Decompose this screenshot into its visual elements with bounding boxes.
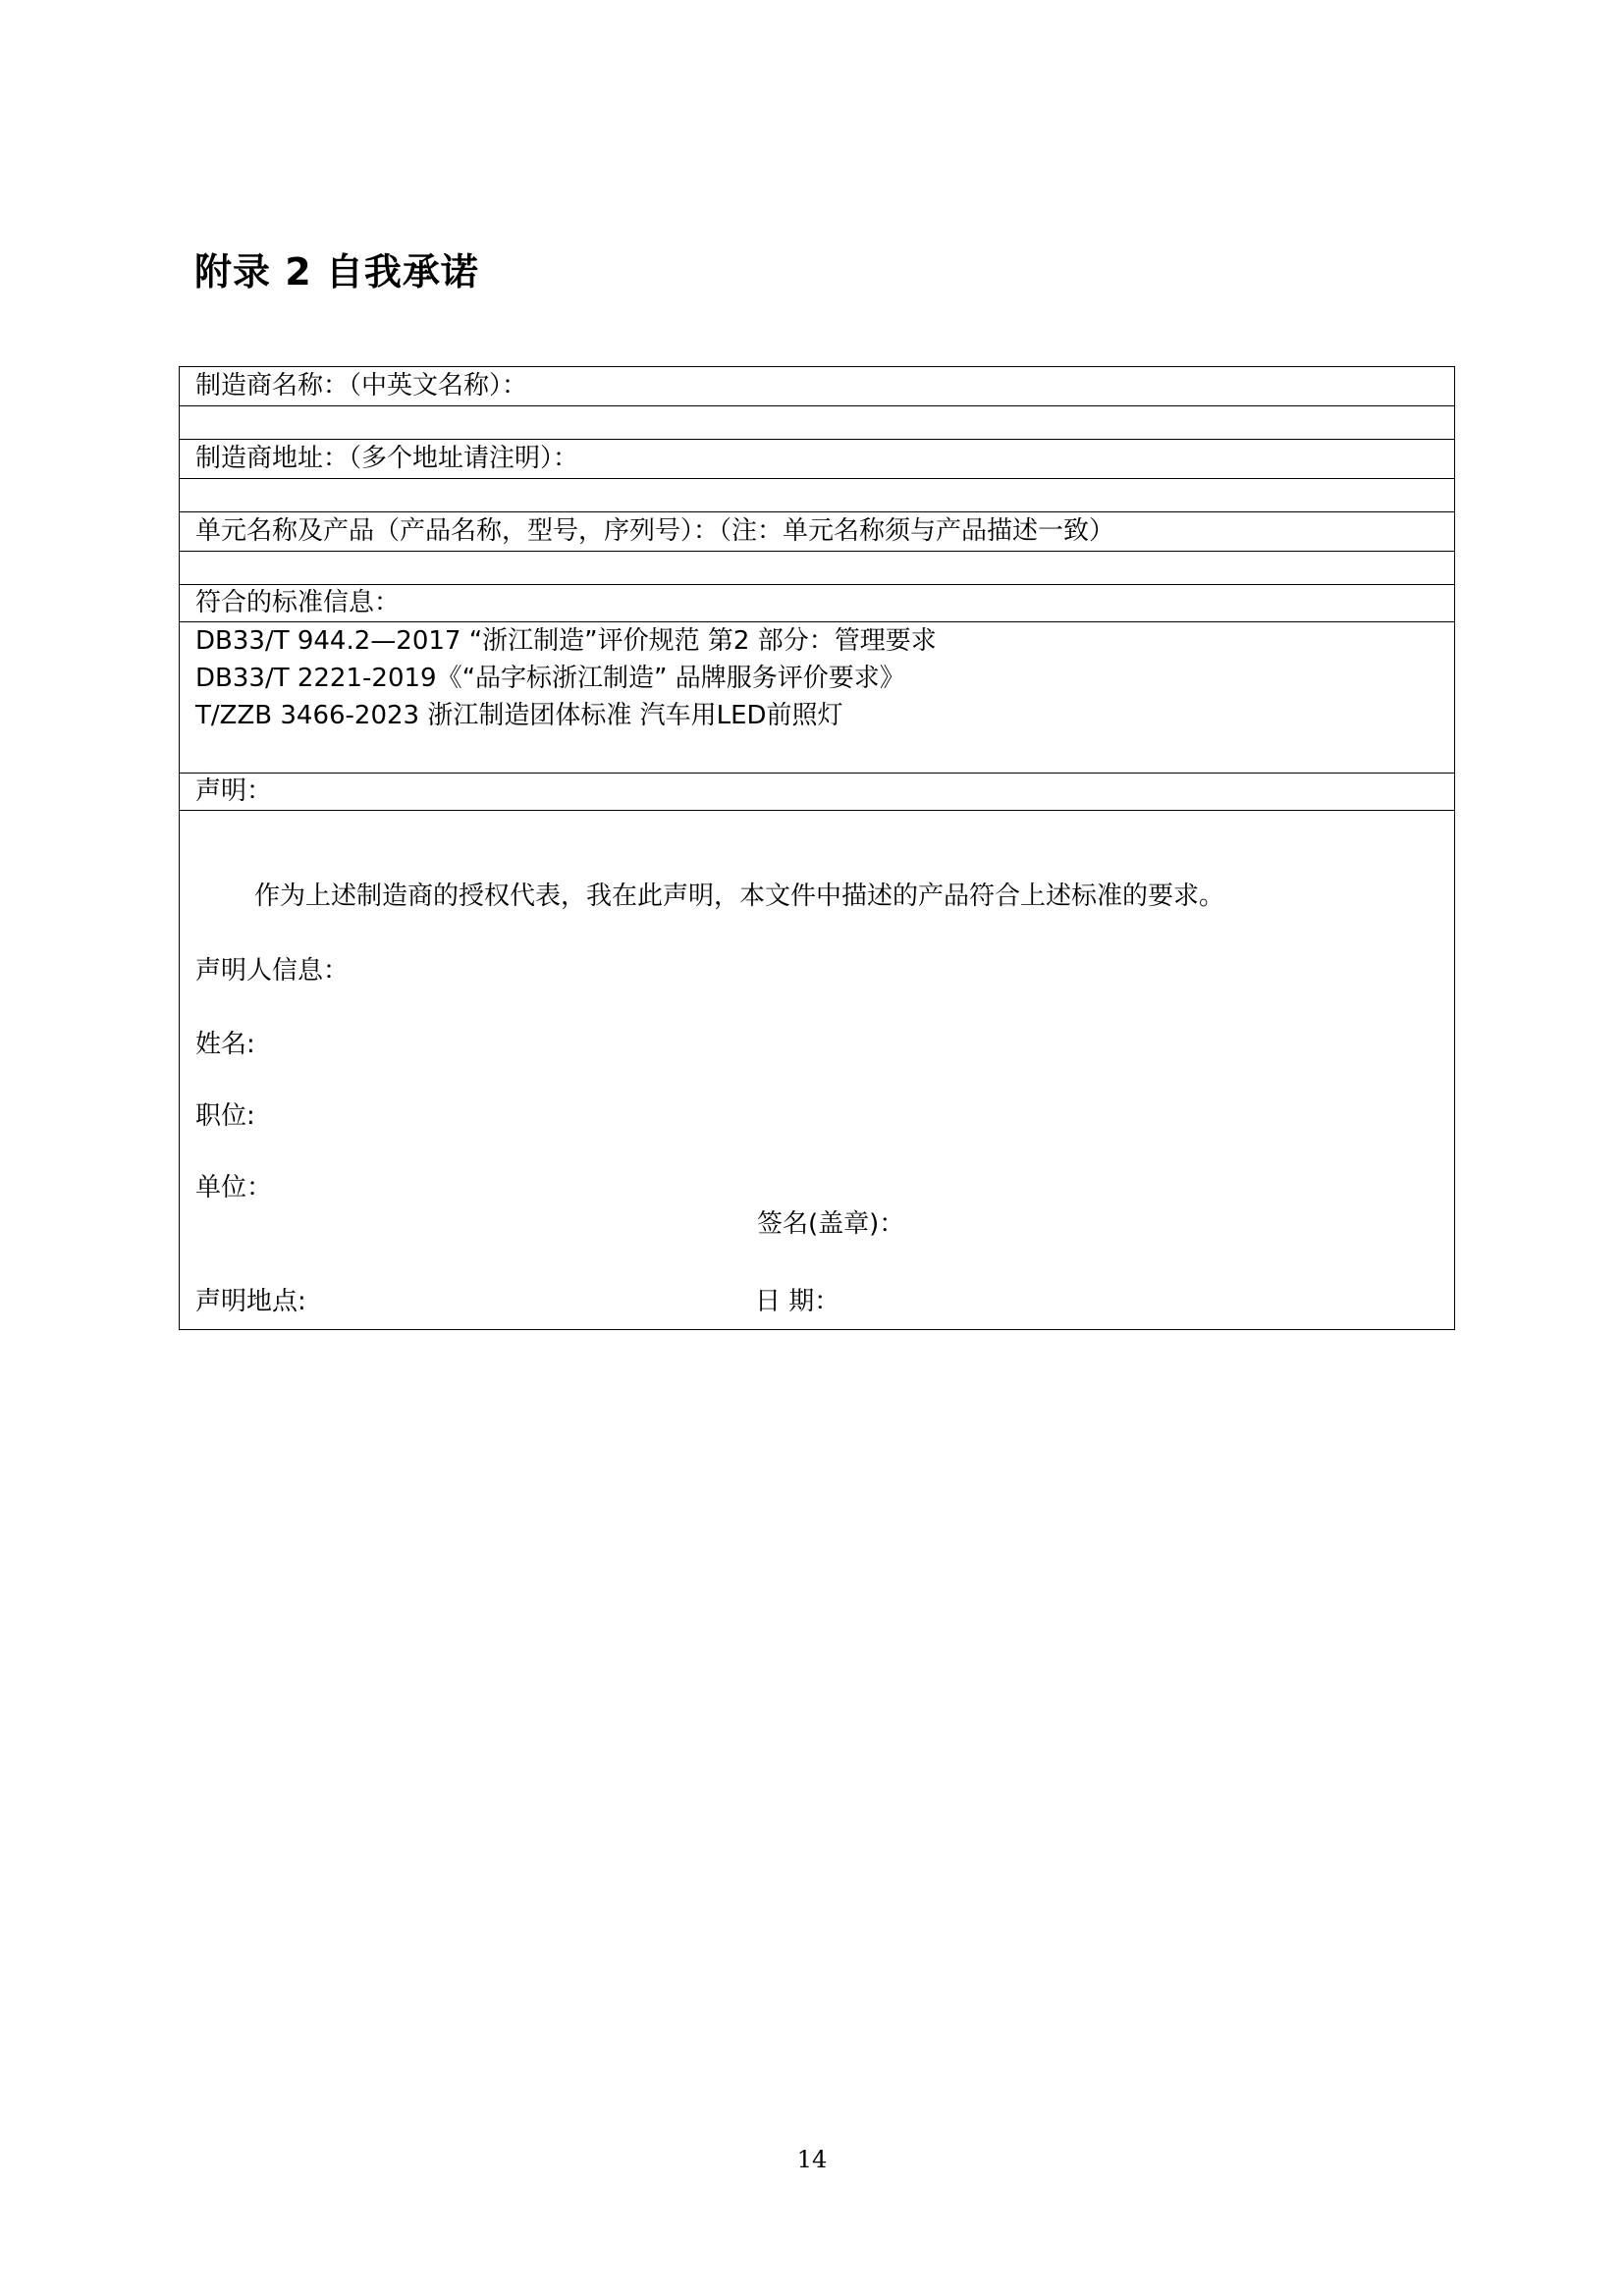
declaration-text: 作为上述制造商的授权代表，我在此声明，本文件中描述的产品符合上述标准的要求。 [254,881,1225,911]
commitment-form [179,366,1455,1330]
standard-item: DB33/T 2221-2019《“品字标浙江制造” 品牌服务评价要求》 [195,664,905,693]
manufacturer-name-row [180,367,1454,406]
date-label: 日 期： [755,1287,840,1316]
manufacturer-name-field[interactable] [180,406,1454,440]
signature-label: 签名(盖章)： [757,1209,905,1239]
name-label: 姓名: [195,1030,255,1059]
declarant-info-label: 声明人信息： [195,956,350,986]
unit-product-label: 单元名称及产品（产品名称，型号，序列号）：（注：单元名称须与产品描述一致） [195,516,1115,546]
unit-product-row [180,512,1454,552]
manufacturer-name-label: 制造商名称：（中英文名称）： [195,371,528,400]
page-number: 14 [796,2146,828,2173]
standard-item: DB33/T 944.2—2017 “浙江制造”评价规范 第2 部分：管理要求 [195,626,937,656]
standard-item: T/ZZB 3466-2023 浙江制造团体标准 汽车用LED前照灯 [195,701,843,730]
standards-row [180,585,1454,622]
manufacturer-address-label: 制造商地址：（多个地址请注明）： [195,444,579,473]
manufacturer-address-row [180,440,1454,479]
declaration-row [180,774,1454,811]
declaration-body [180,811,1454,1329]
standards-list [180,622,1454,774]
declaration-label: 声明： [195,776,273,806]
place-label: 声明地点: [195,1287,306,1316]
standards-label: 符合的标准信息： [195,588,401,617]
unit-product-field[interactable] [180,552,1454,585]
unit-label: 单位： [195,1173,273,1202]
position-label: 职位: [195,1101,255,1131]
manufacturer-address-field[interactable] [180,479,1454,512]
page-title: 附录 2 自我承诺 [194,250,479,294]
